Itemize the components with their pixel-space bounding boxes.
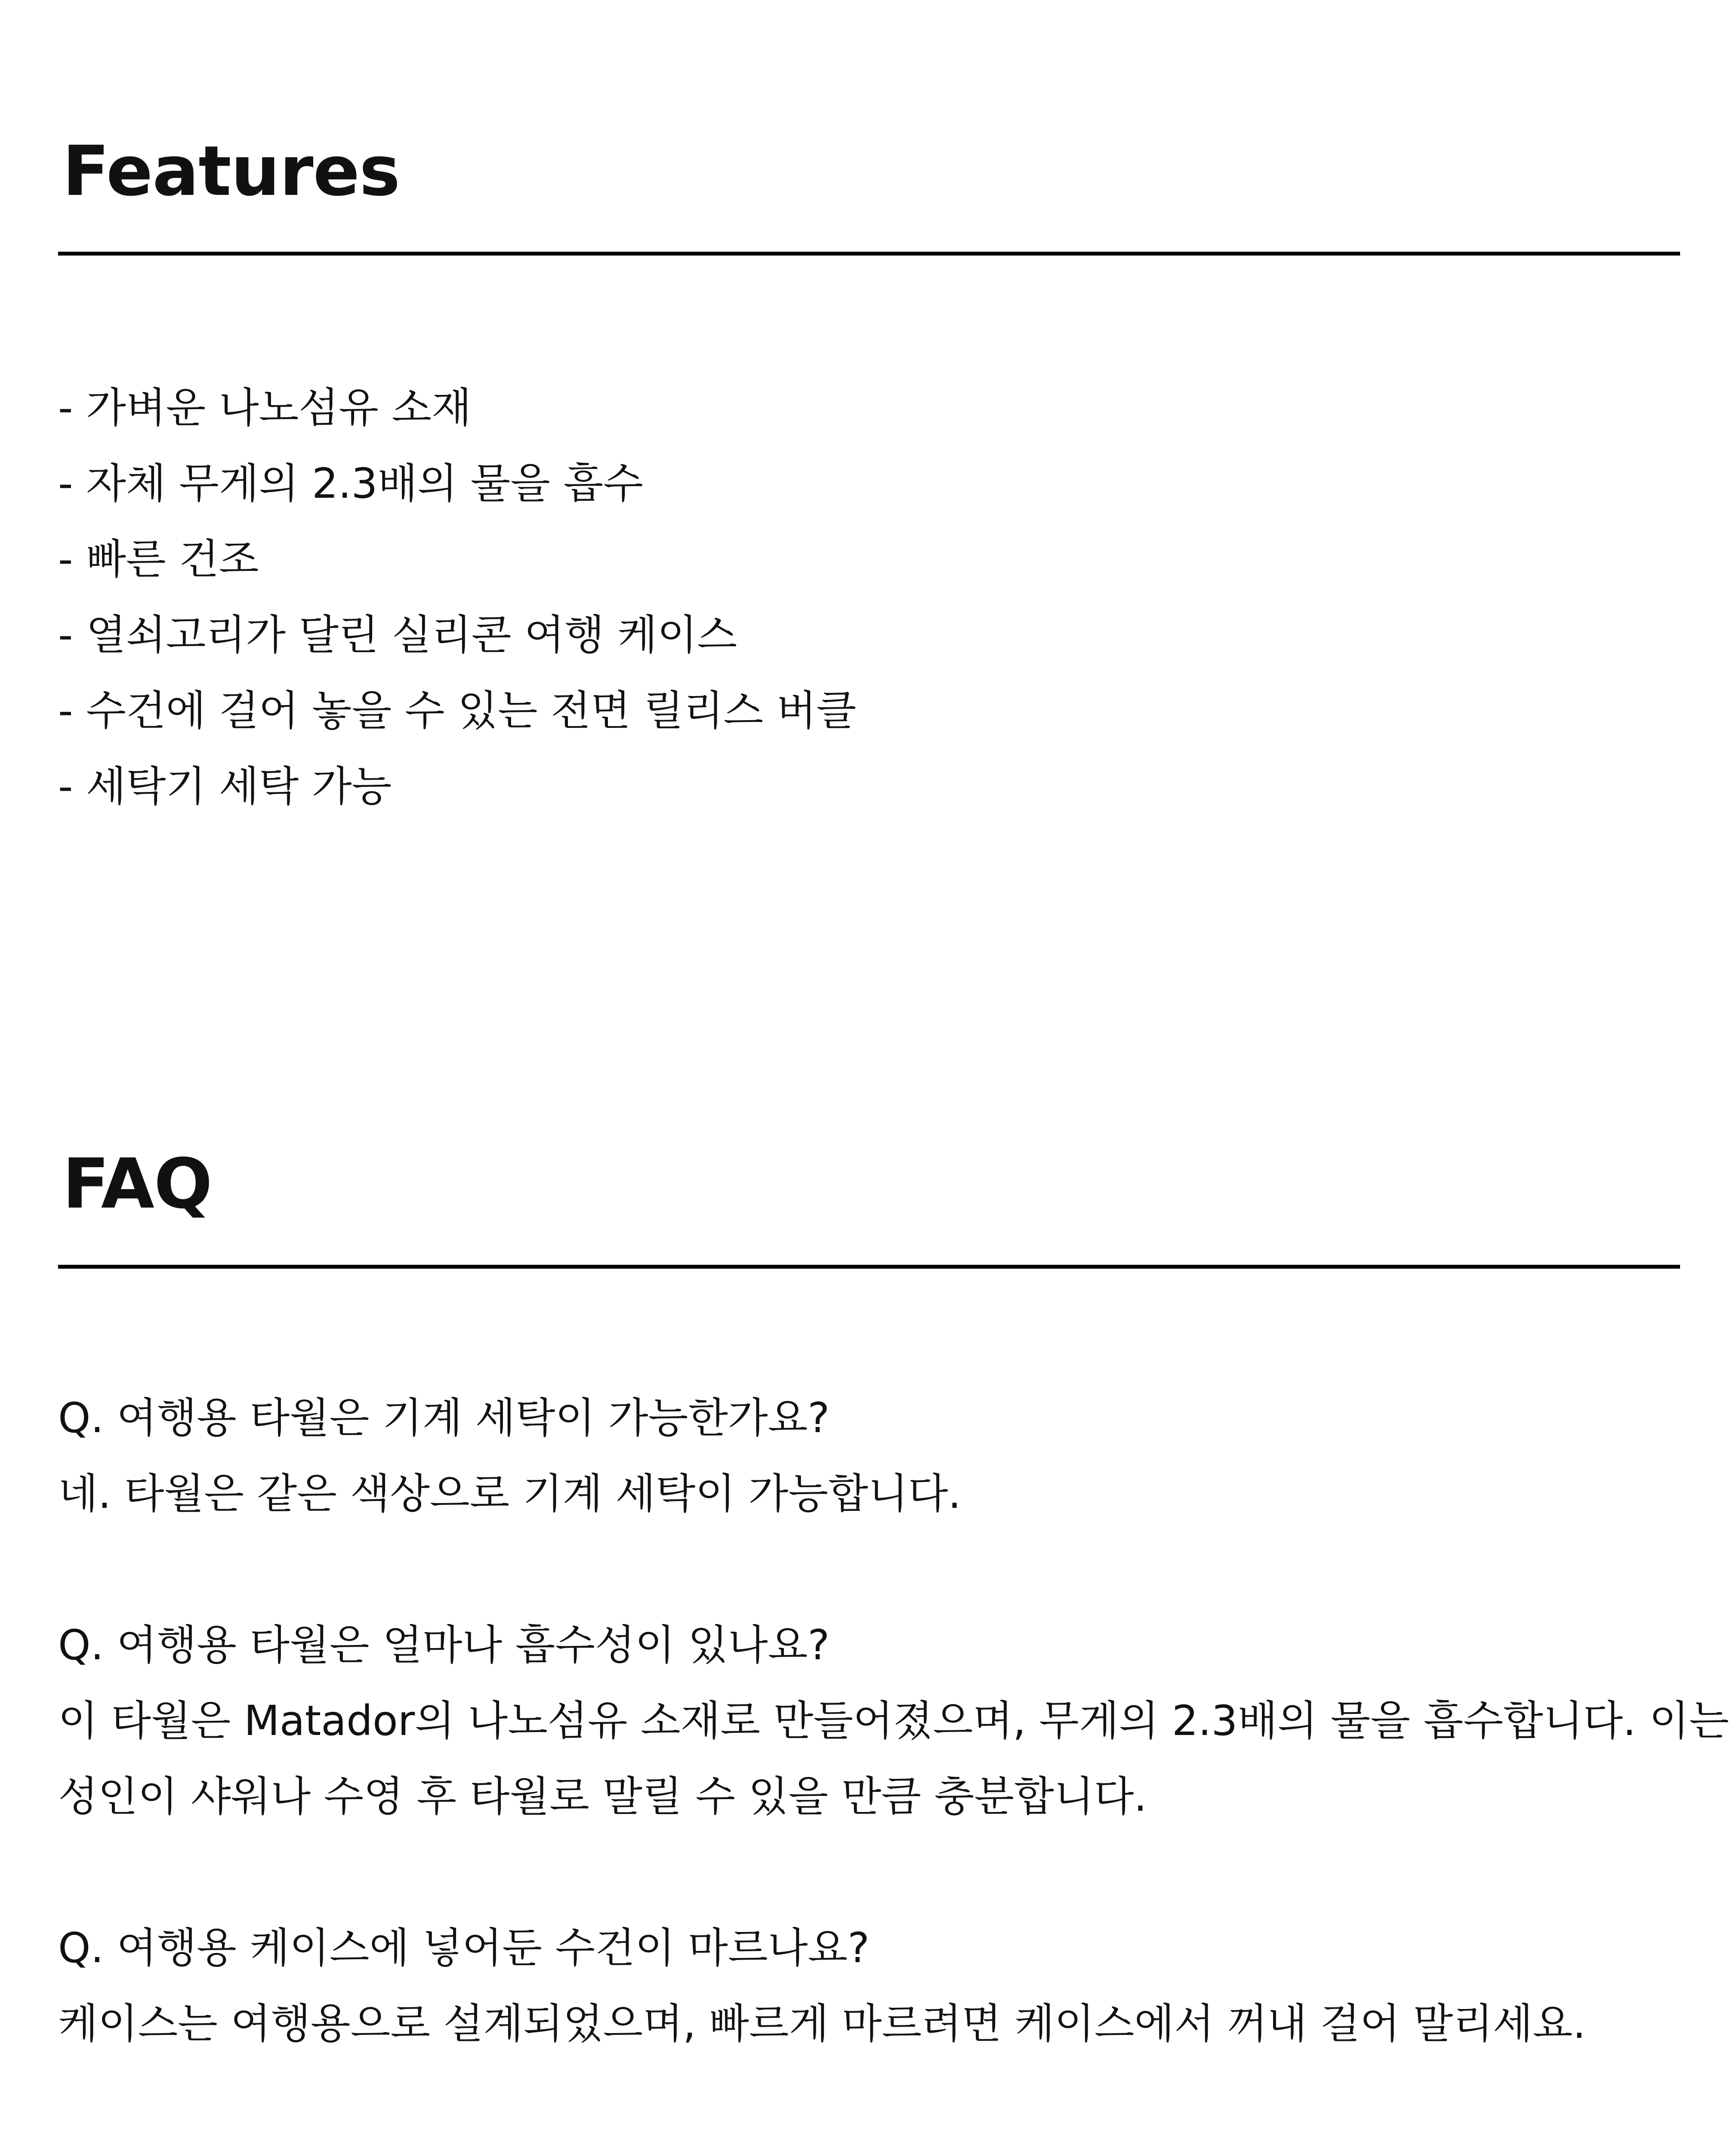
faq-question: Q. 여행용 타월은 얼마나 흡수성이 있나요?: [58, 1621, 830, 1669]
faq-question: Q. 여행용 케이스에 넣어둔 수건이 마르나요?: [58, 1924, 870, 1972]
features-list: [58, 370, 856, 824]
faq-divider: [58, 1265, 1680, 1269]
list-item: - 열쇠고리가 달린 실리콘 여행 케이스: [58, 611, 737, 659]
faq-heading: FAQ: [62, 1143, 212, 1224]
list-item: - 수건에 걸어 놓을 수 있는 전면 릴리스 버클: [58, 687, 857, 735]
list-item: - 가벼운 나노섬유 소재: [58, 384, 472, 432]
features-heading: Features: [62, 131, 400, 211]
faq-entry-2: [58, 1607, 1729, 1834]
faq-entry-1: [58, 1380, 961, 1532]
list-item: - 세탁기 세탁 가능: [58, 762, 392, 810]
faq-answer: 이 타월은 Matador의 나노섬유 소재로 만들어졌으며, 무게의 2.3배의 물을 흡수합니다. 이는: [58, 1697, 1729, 1745]
faq-entry-3: [58, 1910, 1586, 2062]
list-item: - 빠른 건조: [58, 535, 259, 583]
list-item: - 자체 무게의 2.3배의 물을 흡수: [58, 459, 643, 508]
faq-answer: 케이스는 여행용으로 설계되었으며, 빠르게 마르려면 케이스에서 꺼내 걸어 말리세요.: [58, 2000, 1586, 2048]
faq-answer: 성인이 샤워나 수영 후 타월로 말릴 수 있을 만큼 충분합니다.: [58, 1772, 1147, 1821]
faq-answer: 네. 타월은 같은 색상으로 기계 세탁이 가능합니다.: [58, 1470, 961, 1518]
faq-question: Q. 여행용 타월은 기계 세탁이 가능한가요?: [58, 1394, 830, 1442]
features-divider: [58, 252, 1680, 256]
